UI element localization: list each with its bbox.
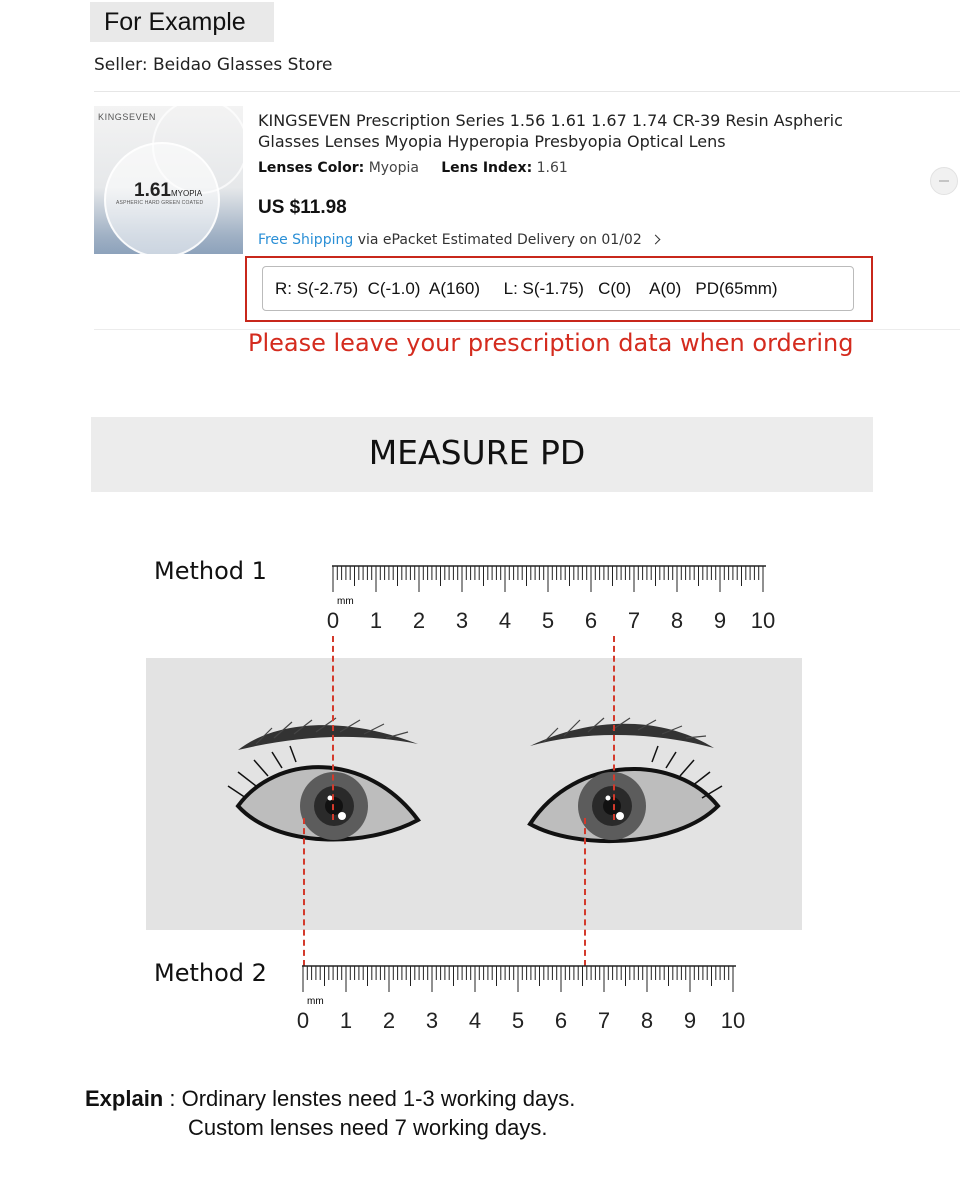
- example-heading: For Example: [90, 2, 274, 42]
- prescription-example: R: S(-2.75) C(-1.0) A(160) L: S(-1.75) C(0) A(0) PD(65mm): [275, 279, 778, 298]
- ruler-label: 9: [713, 608, 727, 633]
- ruler-label: 10: [720, 1008, 746, 1033]
- product-attributes: [258, 160, 568, 176]
- delivery-estimate: Estimated Delivery on 01/02: [441, 232, 642, 248]
- explain-separator: :: [163, 1086, 182, 1111]
- measure-pd-title: MEASURE PD: [368, 433, 586, 472]
- right-eyebrow-icon: [530, 724, 714, 748]
- product-price: US $11.98: [258, 197, 347, 218]
- ruler-1: [326, 562, 776, 634]
- explain-label: Explain: [85, 1086, 164, 1111]
- ruler-label: 3: [425, 1008, 439, 1033]
- free-shipping-label: Free Shipping: [258, 232, 354, 248]
- ruler-2: [296, 962, 746, 1034]
- explain-line-1: Ordinary lenstes need 1-3 working days.: [181, 1086, 576, 1111]
- chevron-right-icon: [651, 235, 661, 245]
- pupil-guide-line: [584, 818, 586, 966]
- ruler-label: 0: [296, 1008, 310, 1033]
- ruler-label: 2: [412, 608, 426, 633]
- ruler-label: 8: [670, 608, 684, 633]
- ruler-label: 2: [382, 1008, 396, 1033]
- prescription-notice: Please leave your prescription data when ordering: [248, 329, 854, 357]
- ruler-label: 1: [339, 1008, 353, 1033]
- ruler-label: 0: [326, 608, 340, 633]
- quantity-minus-button[interactable]: [930, 167, 958, 195]
- ruler-label: 5: [541, 608, 555, 633]
- ruler-label: 3: [455, 608, 469, 633]
- thumbnail-brand: KINGSEVEN: [98, 112, 156, 122]
- thumbnail-index-sub: MYOPIA: [170, 189, 203, 198]
- ruler-scale: [296, 962, 746, 1034]
- pupil-guide-line: [303, 818, 305, 966]
- measure-pd-banner: [91, 417, 873, 492]
- pupil-guide-line: [613, 636, 615, 820]
- ruler-label: 8: [640, 1008, 654, 1033]
- color-value: Myopia: [368, 160, 419, 176]
- ruler-label: 5: [511, 1008, 525, 1033]
- left-eyebrow-icon: [238, 725, 418, 750]
- ruler-scale: [326, 562, 776, 634]
- divider: [94, 91, 960, 92]
- ruler-label: 6: [584, 608, 598, 633]
- ruler-label: 4: [468, 1008, 482, 1033]
- ruler-label: 1: [369, 608, 383, 633]
- index-label: Lens Index:: [441, 160, 533, 176]
- explain-line-2: Custom lenses need 7 working days.: [188, 1115, 548, 1140]
- explain-text: [85, 1083, 575, 1115]
- thumbnail-index: 1.61MYOPIA: [134, 180, 203, 201]
- pupil-guide-line: [332, 636, 334, 820]
- method-1-label: Method 1: [154, 557, 267, 585]
- product-thumbnail[interactable]: [94, 106, 243, 254]
- index-value: 1.61: [536, 160, 568, 176]
- color-label: Lenses Color:: [258, 160, 365, 176]
- eyes-photo: [146, 658, 802, 930]
- shipping-method: via ePacket: [357, 232, 438, 248]
- ruler-label: 4: [498, 608, 512, 633]
- ruler-unit: mm: [307, 996, 324, 1007]
- product-title[interactable]: KINGSEVEN Prescription Series 1.56 1.61 1.67 1.74 CR-39 Resin Aspheric Glasses Lenses Myopia Hyperopia Presbyopia Optical Lens: [258, 111, 843, 151]
- ruler-label: 6: [554, 1008, 568, 1033]
- thumbnail-coating: ASPHERIC HARD GREEN COATED: [116, 200, 204, 206]
- eyes-illustration: [146, 658, 802, 930]
- method-2-label: Method 2: [154, 959, 267, 987]
- ruler-label: 9: [683, 1008, 697, 1033]
- seller-name[interactable]: Seller: Beidao Glasses Store: [94, 55, 333, 75]
- ruler-label: 10: [750, 608, 776, 633]
- shipping-info[interactable]: [258, 232, 659, 248]
- ruler-label: 7: [597, 1008, 611, 1033]
- ruler-unit: mm: [337, 596, 354, 607]
- ruler-label: 7: [627, 608, 641, 633]
